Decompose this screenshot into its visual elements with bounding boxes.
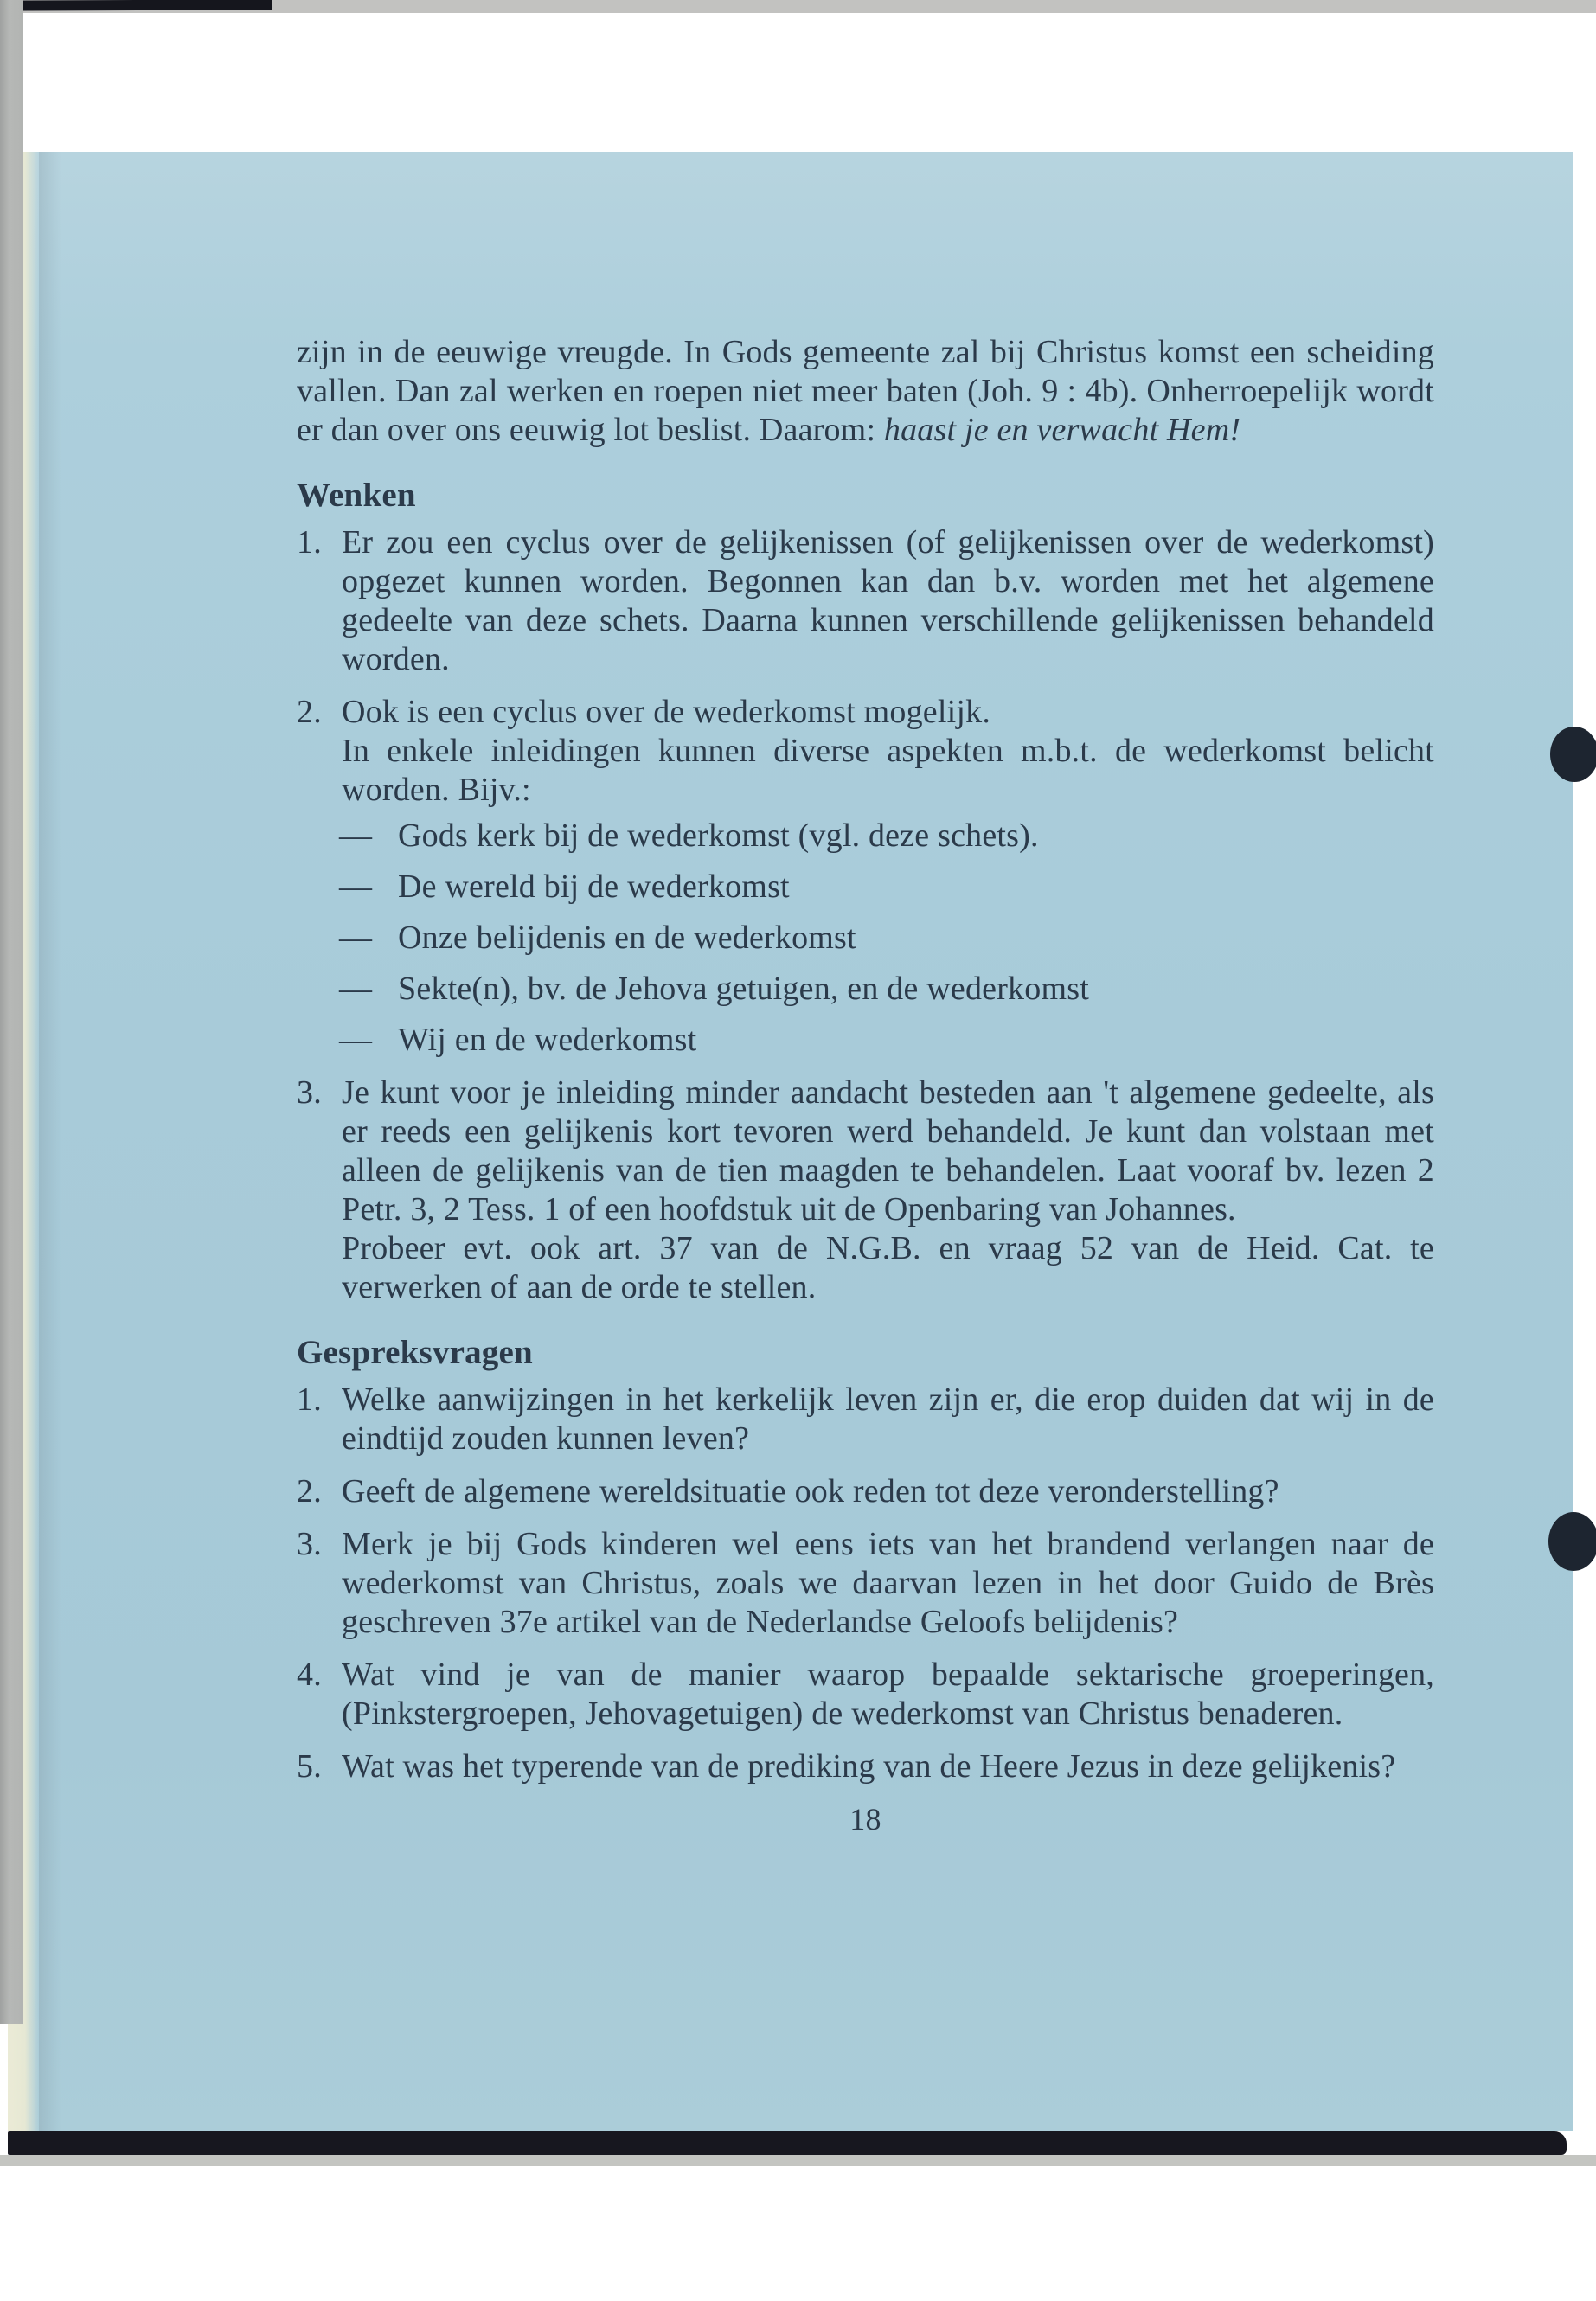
intro-italic-text: haast je en verwacht Hem! <box>883 412 1241 448</box>
item-text <box>342 1074 1434 1307</box>
list-item-text: Sekte(n), bv. de Jehova getuigen, en de wederkomst <box>398 971 1089 1007</box>
intro-paragraph <box>297 333 1434 450</box>
book-bottom-dark-edge <box>8 2131 1567 2155</box>
item-text-line-1: Ook is een cyclus over de wederkomst mogelijk. <box>342 694 991 730</box>
gespreksvragen-heading: Gespreksvragen <box>297 1334 533 1371</box>
intro-text: zijn in de eeuwige vreugde. In Gods gemeente zal bij Christus komst een scheiding vallen. Dan zal werken en roepen niet meer baten (Joh. 9 : 4b). Onherroepelijk wordt er dan over ons eeuwig lot beslist. Daarom: <box>297 334 1434 448</box>
list-item-text: De wereld bij de wederkomst <box>398 868 790 905</box>
dash-bullet: — <box>339 971 373 1007</box>
page-number: 18 <box>849 1802 881 1836</box>
question-text: Wat vind je van de manier waarop bepaalde sektarische groeperingen, (Pinkstergroepen, Jehovagetuigen) de wederkomst van Christus benaderen. <box>342 1657 1434 1732</box>
wenken-heading: Wenken <box>297 477 416 514</box>
binder-clip-top <box>1550 727 1596 782</box>
item-text: Er zou een cyclus over de gelijkenissen (of gelijkenissen over de wederkomst) opgezet kunnen worden. Begonnen kan dan b.v. worden met het algemene gedeelte van deze schets. Daarna kunnen verschillende gelijkenissen behandeld worden. <box>342 524 1434 677</box>
item-text <box>342 693 1434 810</box>
dash-bullet: — <box>339 920 373 956</box>
list-item <box>297 1021 1434 1060</box>
list-item-text: Gods kerk bij de wederkomst (vgl. deze schets). <box>398 817 1039 854</box>
question-number: 2. <box>297 1473 322 1509</box>
dash-bullet: — <box>339 868 373 905</box>
question-text: Geeft de algemene wereldsituatie ook reden tot deze veronderstelling? <box>342 1473 1279 1509</box>
wederkomst-topic-list <box>297 817 1434 1060</box>
item-text-line-2: In enkele inleidingen kunnen diverse aspekten m.b.t. de wederkomst belicht worden. Bijv.: <box>342 733 1434 808</box>
item-text-paragraph-1: Je kunt voor je inleiding minder aandacht besteden aan 't algemene gedeelte, als er reeds een gelijkenis kort tevoren werd behandeld. Je kunt dan volstaan met alleen de gelijkenis van de tien maagden te behandelen. Laat vooraf bv. lezen 2 Petr. 3, 2 Tess. 1 of een hoofdstuk uit de Openbaring van Johannes. <box>342 1074 1434 1227</box>
question-number: 1. <box>297 1381 322 1418</box>
question-text: Merk je bij Gods kinderen wel eens iets van het brandend verlangen naar de wederkomst van Christus, zoals we daarvan lezen in het door Guido de Brès geschreven 37e artikel van de Nederlandse Geloofs belijdenis? <box>342 1526 1434 1640</box>
wenken-item-2 <box>297 693 1434 810</box>
question-text: Wat was het typerende van de prediking van de Heere Jezus in deze gelijkenis? <box>342 1748 1396 1785</box>
scan-right-edge <box>0 0 23 2024</box>
dash-bullet: — <box>339 1022 373 1058</box>
binder-clip-bottom <box>1548 1512 1596 1571</box>
page-edge-inner-shade <box>39 152 61 2131</box>
item-text-paragraph-2: Probeer evt. ook art. 37 van de N.G.B. en vraag 52 van de Heid. Cat. te verwerken of aan de orde te stellen. <box>342 1230 1434 1305</box>
list-item <box>297 817 1434 856</box>
question-number: 3. <box>297 1526 322 1562</box>
item-number: 1. <box>297 524 322 561</box>
page-text-block <box>297 333 1434 1839</box>
page-top-edge-shadow <box>0 0 272 11</box>
wenken-item-1 <box>297 523 1434 679</box>
scan-bottom-gray-band <box>0 2155 1596 2166</box>
dash-bullet: — <box>339 817 373 854</box>
question-5 <box>297 1747 1434 1786</box>
list-item-text: Onze belijdenis en de wederkomst <box>398 920 856 956</box>
question-text: Welke aanwijzingen in het kerkelijk leven zijn er, die erop duiden dat wij in de eindtijd zouden kunnen leven? <box>342 1381 1434 1457</box>
question-number: 5. <box>297 1748 322 1785</box>
question-number: 4. <box>297 1657 322 1693</box>
item-number: 3. <box>297 1074 322 1111</box>
question-3 <box>297 1525 1434 1642</box>
wenken-item-3 <box>297 1074 1434 1307</box>
question-2 <box>297 1472 1434 1511</box>
question-4 <box>297 1656 1434 1734</box>
list-item <box>297 868 1434 907</box>
list-item-text: Wij en de wederkomst <box>398 1022 697 1058</box>
list-item <box>297 970 1434 1009</box>
item-number: 2. <box>297 694 322 730</box>
question-1 <box>297 1381 1434 1458</box>
list-item <box>297 919 1434 958</box>
